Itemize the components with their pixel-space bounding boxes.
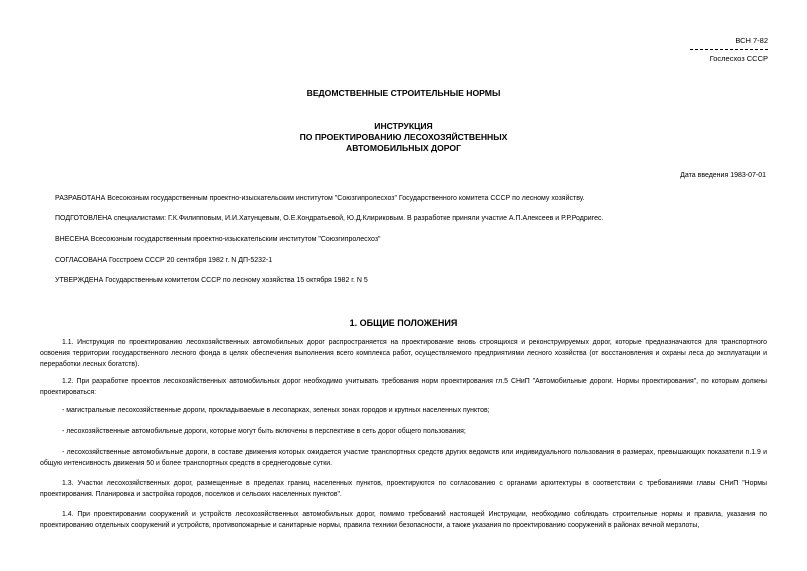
issuing-organization: Гослесхоз СССР xyxy=(709,54,768,63)
paragraph-1-4: 1.4. При проектировании сооружений и устройств лесохозяйственных автомобильных дорог, помимо требований настоящей Инструкции, необходимо соблюдать строительные нормы и правила, указания по проектированию отдельных сооружений и устройств, противопожарные и санитарные нормы, правила техники безопасности, а также указания по проектированию сооружений в районах вечной мерзлоты, xyxy=(40,511,767,530)
document-subtitle-line-1: ПО ПРОЕКТИРОВАНИЮ ЛЕСОХОЗЯЙСТВЕННЫХ xyxy=(299,132,508,142)
list-item-traffic-roads: - лесохозяйственные автомобильные дороги, в составе движения которых ожидается участие транспортных средств других ведомств или индивидуального пользования в размерах, превышающих показатели п.1.9 и общую интенсивность движения 50 и более транспортных средств в среднегодовые сутки. xyxy=(40,449,767,468)
list-item-public-roads: - лесохозяйственные автомобильные дороги, которые могут быть включены в перспективе в сеть дорог общего пользования; xyxy=(62,428,466,435)
meta-prepared: ПОДГОТОВЛЕНА специалистами: Г.К.Филипповым, И.И.Хатунцевым, О.Е.Кондратьевой, Ю.Д.Клириковым. В разработке приняли участие А.П.Алексеев и Р.Р.Родригес. xyxy=(55,215,604,222)
document-code: ВСН 7-82 xyxy=(735,36,768,45)
document-code-block xyxy=(690,35,768,65)
paragraph-1-1: 1.1. Инструкция по проектированию лесохозяйственных автомобильных дорог распространяется на проектирование вновь строящихся и реконструируемых дорог, которые предназначаются для транспортного освоения территории государственного лесного фонда в целях обеспечения выполнения всего комплекса работ, осуществляемого предприятиями лесного хозяйства (от восстановления и охраны леса до эксплуатации и переработки лесных богатств). xyxy=(40,339,767,369)
document-subtitle-line-2: АВТОМОБИЛЬНЫХ ДОРОГ xyxy=(346,143,461,153)
section-title: 1. ОБЩИЕ ПОЛОЖЕНИЯ xyxy=(349,318,458,328)
meta-approved: УТВЕРЖДЕНА Государственным комитетом СССР по лесному хозяйства 15 октября 1982 г. N 5 xyxy=(55,277,368,284)
date-introduced: Дата введения 1983-07-01 xyxy=(680,172,766,179)
meta-developed: РАЗРАБОТАНА Всесоюзным государственным проектно-изыскательским институтом "Союзгипролесхоз" Государственного комитета СССР по лесному хозяйству. xyxy=(55,195,585,202)
meta-agreed: СОГЛАСОВАНА Госстроем СССР 20 сентября 1982 г. N ДП-5232-1 xyxy=(55,257,273,264)
meta-introduced: ВНЕСЕНА Всесоюзным государственным проектно-изыскательским институтом "Союзгипролесхоз" xyxy=(55,236,381,243)
paragraph-1-2: 1.2. При разработке проектов лесохозяйственных автомобильных дорог необходимо учитывать требования норм проектирования гл.5 СНиП "Автомобильные дороги. Нормы проектирования", по которым должны проектироваться: xyxy=(40,378,767,397)
document-type: ИНСТРУКЦИЯ xyxy=(374,121,433,131)
code-divider xyxy=(690,49,768,50)
list-item-trunk-roads: - магистральные лесохозяйственные дороги, прокладываемые в лесопарках, зеленых зонах городов и крупных населенных пунктов; xyxy=(62,407,490,414)
document-series-title: ВЕДОМСТВЕННЫЕ СТРОИТЕЛЬНЫЕ НОРМЫ xyxy=(306,88,501,98)
paragraph-1-3: 1.3. Участки лесохозяйственных дорог, размещенные в пределах границ населенных пунктов, проектируются по согласованию с органами архитектуры в соответствии с требованиями главы СНиП "Нормы проектирования. Планировка и застройка городов, поселков и сельских населенных пунктов". xyxy=(40,480,767,499)
